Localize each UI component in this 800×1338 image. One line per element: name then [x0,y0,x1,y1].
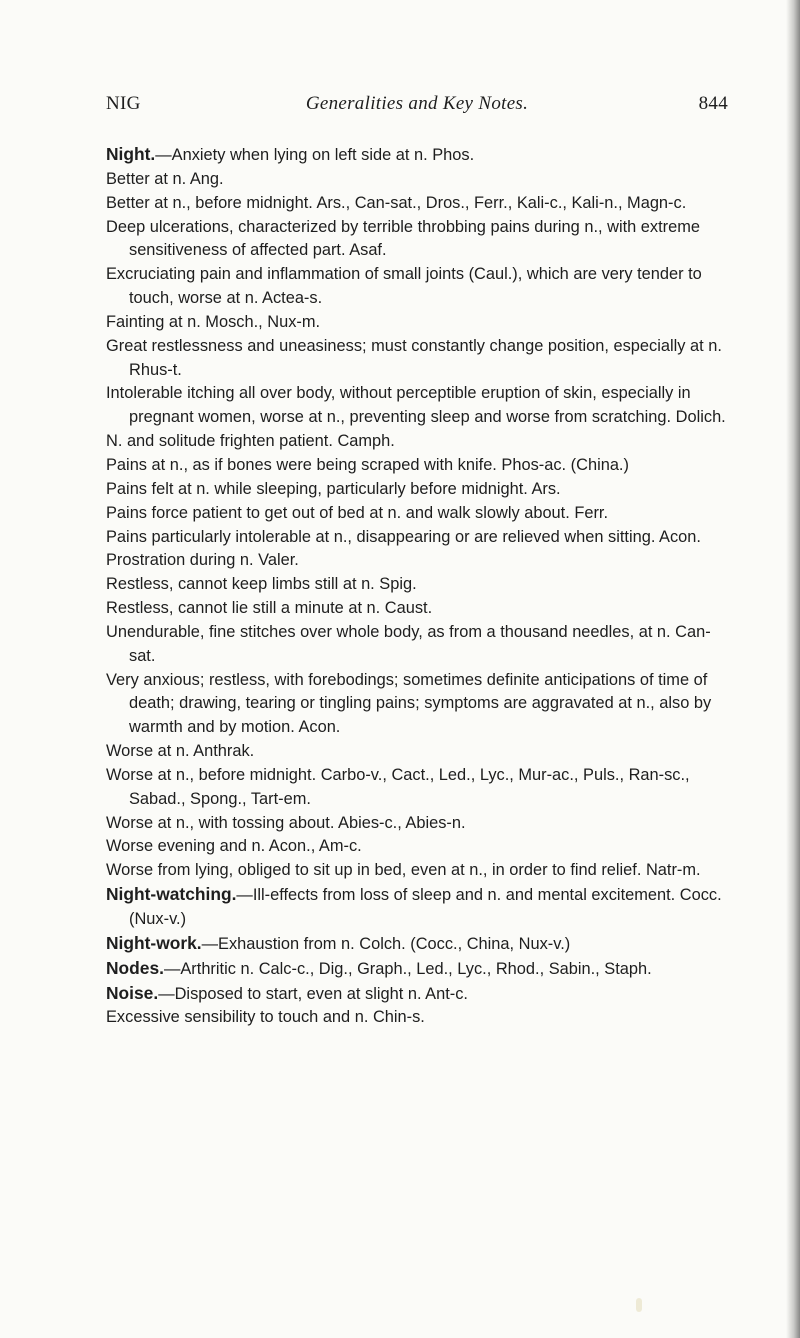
entry-text: Restless, cannot lie still a minute at n. Caust. [106,599,433,618]
entry-text: Deep ulcerations, characterized by terrible throbbing pains during n., with extreme sensitiveness of affected part. Asaf. [106,217,701,260]
entry-heading: Night-work. [106,932,202,953]
entry [106,835,728,859]
entry-text: Worse from lying, obliged to sit up in bed, even at n., in order to find relief. Natr-m. [106,861,701,880]
entry [106,263,728,311]
entry-text: Great restlessness and uneasiness; must constantly change position, especially at n. Rhus-t. [106,336,722,379]
entry [106,883,728,932]
entry [106,669,728,741]
entry-list [106,143,728,1030]
entry [106,478,728,502]
entry-text: Worse evening and n. Acon., Am-c. [106,837,362,856]
entry [106,430,728,454]
entry-heading: Night. [106,144,156,164]
entry-text: N. and solitude frighten patient. Camph. [106,432,395,451]
entry [106,454,728,478]
entry-text: Prostration during n. Valer. [106,551,299,570]
page-number: 844 [698,93,728,114]
entry [106,382,728,430]
entry-text: Fainting at n. Mosch., Nux-m. [106,312,321,331]
header-guide-word: NIG [106,93,141,114]
entry-text: Pains particularly intolerable at n., disappearing or are relieved when sitting. Acon. [106,527,701,546]
entry [106,168,728,192]
entry-text: Worse at n., before midnight. Carbo-v., Cact., Led., Lyc., Mur-ac., Puls., Ran-sc., Sabad., Spong., Tart-em. [106,765,690,808]
entry [106,812,728,836]
entry-text: Very anxious; restless, with forebodings; sometimes definite anticipations of time of death; drawing, tearing or tingling pains; symptoms are aggravated at n., also by warmth and by motion. Acon. [106,670,712,737]
entry [106,502,728,526]
entry [106,740,728,764]
entry-text: —Anxiety when lying on left side at n. Phos. [155,146,475,164]
entry-text: Worse at n., with tossing about. Abies-c., Abies-n. [106,813,466,832]
entry-text: —Exhaustion from n. Colch. (Cocc., China, Nux-v.) [201,934,571,953]
entry-text: Pains force patient to get out of bed at n. and walk slowly about. Ferr. [106,503,609,522]
entry-text: Restless, cannot keep limbs still at n. Spig. [106,575,417,594]
entry-text: Better at n. Ang. [106,169,224,188]
entry-text: —Disposed to start, even at slight n. Ant-c. [158,984,468,1003]
entry [106,311,728,335]
entry-text: Pains felt at n. while sleeping, particularly before midnight. Ars. [106,479,561,498]
entry-text: —Ill-effects from loss of sleep and n. and mental excitement. Cocc. (Nux-v.) [129,886,722,928]
entry-text: Pains at n., as if bones were being scraped with knife. Phos-ac. (China.) [106,455,629,474]
entry [106,573,728,597]
entry [106,216,728,264]
header-section-title: Generalities and Key Notes. [305,93,529,114]
entry [106,335,728,383]
entry-text: Excruciating pain and inflammation of small joints (Caul.), which are very tender to touch, worse at n. Actea-s. [106,265,702,308]
entry [106,549,728,573]
entry [106,1006,728,1030]
entry-text: Excessive sensibility to touch and n. Chin-s. [106,1008,425,1027]
entry [106,932,728,957]
running-header [106,93,728,121]
entry [106,621,728,669]
entry [106,597,728,621]
entry [106,526,728,550]
entry-text: Better at n., before midnight. Ars., Can-sat., Dros., Ferr., Kali-c., Kali-n., Magn-c. [106,193,687,212]
entry [106,764,728,812]
entry [106,859,728,883]
entry [106,982,728,1007]
entry [106,143,728,168]
entry-heading: Noise. [106,982,159,1003]
entry-text: Worse at n. Anthrak. [106,742,255,761]
entry-heading: Night-watching. [106,884,237,905]
entry-text: —Arthritic n. Calc-c., Dig., Graph., Led., Lyc., Rhod., Sabin., Staph. [163,959,652,978]
page-edge-shadow [786,0,800,1338]
entry [106,957,728,982]
entry-heading: Nodes. [106,957,164,978]
entry-text: Unendurable, fine stitches over whole body, as from a thousand needles, at n. Can-sat. [106,622,711,665]
paper-blemish [636,1298,642,1312]
entry [106,192,728,216]
entry-text: Intolerable itching all over body, without perceptible eruption of skin, especially in pregnant women, worse at n., preventing sleep and worse from scratching. Dolich. [106,384,726,427]
